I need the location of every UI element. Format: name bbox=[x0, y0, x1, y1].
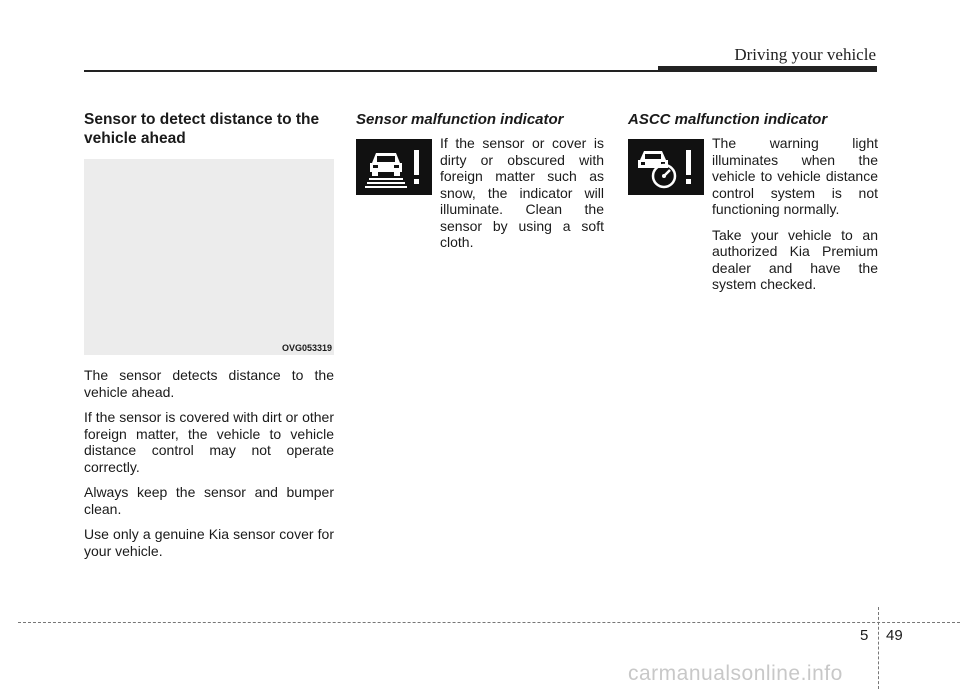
watermark-text: carmanualsonline.info bbox=[628, 662, 843, 685]
paragraph: The sensor detects distance to the vehicle ahead. bbox=[84, 367, 334, 400]
page-number: 49 bbox=[886, 627, 903, 644]
figure-code: OVG053319 bbox=[281, 343, 332, 353]
paragraph: Use only a genuine Kia sensor cover for your vehicle. bbox=[84, 526, 334, 559]
paragraph: Take your vehicle to an authorized Kia Premium dealer and have the system checked. bbox=[712, 226, 878, 292]
chapter-number: 5 bbox=[860, 627, 869, 644]
ascc-warning-icon bbox=[628, 139, 704, 195]
header-rule bbox=[84, 70, 658, 72]
paragraph: The warning light illuminates when the vehicle to vehicle distance control system is not functioning normally. bbox=[712, 135, 878, 217]
column-sensor-malfunction bbox=[356, 110, 604, 260]
heading-sensor-distance: Sensor to detect distance to the vehicle ahead bbox=[84, 111, 320, 147]
footer-divider bbox=[878, 607, 879, 689]
paragraph: If the sensor is covered with dirt or other foreign matter, the vehicle to vehicle distance control may not operate correctly. bbox=[84, 409, 334, 475]
column-sensor-distance bbox=[84, 110, 334, 568]
paragraph: Always keep the sensor and bumper clean. bbox=[84, 484, 334, 517]
header-thick-bar bbox=[658, 66, 877, 72]
section-title: Driving your vehicle bbox=[734, 45, 876, 64]
column-ascc-malfunction bbox=[628, 110, 878, 302]
footer-rule bbox=[18, 622, 960, 623]
heading-sensor-malfunction: Sensor malfunction indicator bbox=[356, 111, 564, 128]
sensor-warning-icon bbox=[356, 139, 432, 195]
sensor-figure bbox=[84, 159, 334, 355]
heading-ascc-malfunction: ASCC malfunction indicator bbox=[628, 111, 828, 128]
paragraph: If the sensor or cover is dirty or obscured with foreign matter such as snow, the indicator will illuminate. Clean the sensor by using a soft cloth. bbox=[440, 135, 604, 250]
